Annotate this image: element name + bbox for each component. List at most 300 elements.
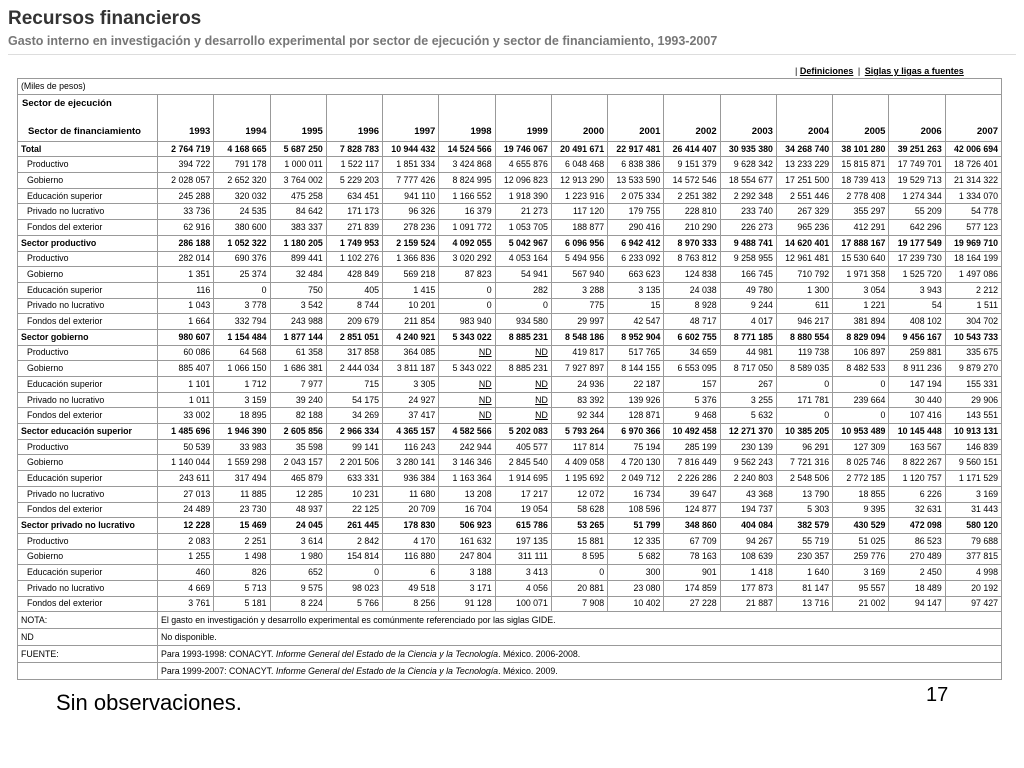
table-cell: 382 579 [776,518,832,534]
table-cell: 19 529 713 [889,173,945,189]
table-cell: 290 416 [608,220,664,236]
table-cell: 259 776 [833,549,889,565]
page-number: 17 [926,684,949,706]
table-cell: 22 125 [326,502,382,518]
table-cell: 2 212 [945,282,1001,298]
table-cell: 48 717 [664,314,720,330]
table-cell: 1 485 696 [158,424,214,440]
table-cell: 78 163 [664,549,720,565]
table-cell: 2 240 803 [720,471,776,487]
table-cell: 99 141 [326,439,382,455]
year-header: 2003 [720,94,776,141]
row-label: Educación superior [18,471,158,487]
table-cell: 12 285 [270,486,326,502]
table-cell: 1 914 695 [495,471,551,487]
table-cell: 2 444 034 [326,361,382,377]
table-row [18,533,1002,549]
row-label: Productivo [18,439,158,455]
table-cell: 15 881 [551,533,607,549]
table-cell: 1 163 364 [439,471,495,487]
table-cell: 95 557 [833,580,889,596]
table-cell: 259 881 [889,345,945,361]
table-cell: 4 053 164 [495,251,551,267]
table-cell: 9 258 955 [720,251,776,267]
table-cell: 16 734 [608,486,664,502]
table-cell: 82 188 [270,408,326,424]
table-cell: 10 492 458 [664,424,720,440]
table-cell: 2 551 446 [776,188,832,204]
table-cell: 54 175 [326,392,382,408]
table-cell: 161 632 [439,533,495,549]
row-label: Fondos del exterior [18,502,158,518]
table-cell: 9 628 342 [720,157,776,173]
row-label: Fondos del exterior [18,220,158,236]
table-cell: 282 [495,282,551,298]
table-cell: ND [495,377,551,393]
row-label: Privado no lucrativo [18,298,158,314]
row-label: Total [18,141,158,157]
table-cell: 7 721 316 [776,455,832,471]
row-label: Productivo [18,251,158,267]
table-cell: 1 559 298 [214,455,270,471]
table-cell: 317 494 [214,471,270,487]
table-cell: 48 937 [270,502,326,518]
year-header: 1996 [326,94,382,141]
table-cell: ND [495,392,551,408]
table-cell: 171 173 [326,204,382,220]
note-text [158,612,1002,629]
table-cell: 8 144 155 [608,361,664,377]
table-cell: 517 765 [608,345,664,361]
note-row [18,612,1002,629]
table-cell: 19 054 [495,502,551,518]
year-header: 1993 [158,94,214,141]
table-cell: 2 605 856 [270,424,326,440]
table-cell: 17 888 167 [833,235,889,251]
table-cell: 86 523 [889,533,945,549]
table-cell: 7 977 [270,377,326,393]
table-cell: 23 730 [214,502,270,518]
execution-sector-header: Sector de ejecución [22,97,112,109]
table-cell: 44 981 [720,345,776,361]
table-cell: 1 334 070 [945,188,1001,204]
table-cell: 188 877 [551,220,607,236]
table-cell: 2 251 382 [664,188,720,204]
table-row [18,188,1002,204]
table-cell: 1 918 390 [495,188,551,204]
table-cell: 117 814 [551,439,607,455]
table-cell: 5 303 [776,502,832,518]
table-cell: 1 223 916 [551,188,607,204]
table-cell: 166 745 [720,267,776,283]
table-cell: 100 071 [495,596,551,612]
table-cell: 1 171 529 [945,471,1001,487]
table-cell: 282 014 [158,251,214,267]
table-cell: 15 469 [214,518,270,534]
table-cell: 1 877 144 [270,329,326,345]
table-cell: 2 548 506 [776,471,832,487]
table-cell: 405 [326,282,382,298]
table-cell: 147 194 [889,377,945,393]
table-cell: 5 766 [326,596,382,612]
table-cell: 9 879 270 [945,361,1001,377]
table-cell: 247 804 [439,549,495,565]
definiciones-link[interactable]: Definiciones [799,66,854,76]
table-cell: 12 271 370 [720,424,776,440]
table-cell: 209 679 [326,314,382,330]
table-cell: 1 102 276 [326,251,382,267]
table-cell: 577 123 [945,220,1001,236]
table-cell: 5 343 022 [439,361,495,377]
row-label: Fondos del exterior [18,596,158,612]
table-cell: 3 169 [945,486,1001,502]
table-cell: 33 736 [158,204,214,220]
table-cell: 642 296 [889,220,945,236]
table-cell: 24 045 [270,518,326,534]
table-cell: 51 799 [608,518,664,534]
table-cell: 715 [326,377,382,393]
table-cell: 7 828 783 [326,141,382,157]
table-cell: 1 120 757 [889,471,945,487]
table-cell: 1 971 358 [833,267,889,283]
note-text [158,646,1002,663]
table-cell: 84 642 [270,204,326,220]
table-cell: 2 159 524 [383,235,439,251]
table-row [18,157,1002,173]
table-row [18,471,1002,487]
table-cell: 8 822 267 [889,455,945,471]
table-cell: 61 358 [270,345,326,361]
table-cell: 12 228 [158,518,214,534]
sector-total-row [18,141,1002,157]
table-cell: 116 243 [383,439,439,455]
table-cell: 4 669 [158,580,214,596]
table-cell: 1 140 044 [158,455,214,471]
table-cell: 750 [270,282,326,298]
table-cell: 885 407 [158,361,214,377]
table-cell: 33 002 [158,408,214,424]
table-cell: 412 291 [833,220,889,236]
table-cell: 10 145 448 [889,424,945,440]
table-cell: ND [439,408,495,424]
table-row [18,298,1002,314]
table-cell: 9 575 [270,580,326,596]
units-label: (Miles de pesos) [18,79,1002,95]
table-cell: 1 154 484 [214,329,270,345]
table-cell: 18 164 199 [945,251,1001,267]
table-cell: 179 755 [608,204,664,220]
table-cell: 3 811 187 [383,361,439,377]
table-cell: 12 913 290 [551,173,607,189]
table-cell: 3 778 [214,298,270,314]
table-cell: 5 793 264 [551,424,607,440]
table-cell: 1 851 334 [383,157,439,173]
table-cell: 21 273 [495,204,551,220]
table-cell: 87 823 [439,267,495,283]
table-cell: 983 940 [439,314,495,330]
table-cell: 1 053 705 [495,220,551,236]
table-cell: 29 997 [551,314,607,330]
table-cell: 37 417 [383,408,439,424]
row-label: Privado no lucrativo [18,392,158,408]
table-cell: 1 498 [214,549,270,565]
table-cell: 197 135 [495,533,551,549]
table-cell: 19 969 710 [945,235,1001,251]
table-cell: 3 020 292 [439,251,495,267]
table-cell: 11 885 [214,486,270,502]
note-text [158,663,1002,680]
year-header: 2004 [776,94,832,141]
note-text-plain: Para 1999-2007: CONACYT. [161,665,276,676]
table-cell: 6 838 386 [608,157,664,173]
year-header: 1995 [270,94,326,141]
table-cell: 270 489 [889,549,945,565]
table-cell: 1 000 011 [270,157,326,173]
table-cell: 228 810 [664,204,720,220]
table-cell: 10 201 [383,298,439,314]
table-cell: 3 542 [270,298,326,314]
table-cell: 1 418 [720,565,776,581]
table-cell: 35 598 [270,439,326,455]
table-cell: 826 [214,565,270,581]
row-label: Educación superior [18,377,158,393]
table-cell: 233 740 [720,204,776,220]
table-cell: 271 839 [326,220,382,236]
note-text-title: Informe General del Estado de la Ciencia y la Tecnología [275,665,499,676]
table-cell: 64 568 [214,345,270,361]
table-cell: 117 120 [551,204,607,220]
table-cell: 4 720 130 [608,455,664,471]
year-header: 2002 [664,94,720,141]
table-cell: 124 877 [664,502,720,518]
table-cell: 8 595 [551,549,607,565]
table-row [18,408,1002,424]
note-row [18,646,1002,663]
table-cell: 9 151 379 [664,157,720,173]
row-label: Gobierno [18,267,158,283]
table-cell: 12 961 481 [776,251,832,267]
note-key [18,663,158,680]
table-cell: 460 [158,565,214,581]
table-cell: 267 [720,377,776,393]
table-cell: 20 491 671 [551,141,607,157]
table-cell: 8 880 554 [776,329,832,345]
table-cell: 2 075 334 [608,188,664,204]
table-row [18,282,1002,298]
table-cell: 567 940 [551,267,607,283]
table-cell: 8 911 236 [889,361,945,377]
table-cell: 633 331 [326,471,382,487]
table-cell: 8 589 035 [776,361,832,377]
table-cell: 19 746 067 [495,141,551,157]
row-label: Privado no lucrativo [18,204,158,220]
table-cell: 3 280 141 [383,455,439,471]
table-cell: 10 402 [608,596,664,612]
table-cell: 1 640 [776,565,832,581]
table-cell: 38 101 280 [833,141,889,157]
table-row [18,361,1002,377]
table-cell: 267 329 [776,204,832,220]
table-cell: 54 778 [945,204,1001,220]
table-cell: 1 101 [158,377,214,393]
table-cell: 21 002 [833,596,889,612]
corner-header [18,94,158,141]
table-cell: 210 290 [664,220,720,236]
table-cell: 7 777 426 [383,173,439,189]
table-cell: 1 525 720 [889,267,945,283]
table-cell: 12 072 [551,486,607,502]
table-cell: 4 655 876 [495,157,551,173]
table-cell: 17 239 730 [889,251,945,267]
table-cell: 4 168 665 [214,141,270,157]
table-cell: 116 880 [383,549,439,565]
table-cell: 0 [833,408,889,424]
units-row [18,79,1002,95]
table-cell: 3 255 [720,392,776,408]
table-cell: 226 273 [720,220,776,236]
table-cell: 139 926 [608,392,664,408]
year-header: 1999 [495,94,551,141]
table-cell: 3 135 [608,282,664,298]
table-cell: ND [439,345,495,361]
siglas-link[interactable]: Siglas y ligas a fuentes [864,66,964,76]
table-cell: 20 192 [945,580,1001,596]
table-cell: 13 533 590 [608,173,664,189]
table-cell: 1 221 [833,298,889,314]
table-cell: 5 343 022 [439,329,495,345]
table-cell: 239 664 [833,392,889,408]
table-cell: 3 764 002 [270,173,326,189]
table-cell: 177 873 [720,580,776,596]
table-cell: 5 632 [720,408,776,424]
table-cell: 18 554 677 [720,173,776,189]
table-cell: 663 623 [608,267,664,283]
table-cell: 4 056 [495,580,551,596]
table-cell: 2 845 540 [495,455,551,471]
table-cell: 3 288 [551,282,607,298]
table-cell: 96 326 [383,204,439,220]
table-cell: 171 781 [776,392,832,408]
table-row [18,455,1002,471]
table-cell: 0 [326,565,382,581]
table-cell: 4 365 157 [383,424,439,440]
table-cell: 230 139 [720,439,776,455]
row-label: Gobierno [18,173,158,189]
table-cell: 8 548 186 [551,329,607,345]
table-cell: 8 970 333 [664,235,720,251]
table-cell: 5 713 [214,580,270,596]
table-cell: 96 291 [776,439,832,455]
note-text [158,629,1002,646]
table-cell: 3 146 346 [439,455,495,471]
table-cell: 67 709 [664,533,720,549]
table-row [18,580,1002,596]
table-cell: 9 244 [720,298,776,314]
table-cell: 1 415 [383,282,439,298]
table-cell: 39 251 263 [889,141,945,157]
table-cell: 8 763 812 [664,251,720,267]
table-cell: 408 102 [889,314,945,330]
table-cell: 9 456 167 [889,329,945,345]
table-cell: 14 572 546 [664,173,720,189]
table-cell: 39 240 [270,392,326,408]
table-cell: 3 943 [889,282,945,298]
table-cell: 0 [214,282,270,298]
table-cell: 0 [439,282,495,298]
year-header: 2000 [551,94,607,141]
table-cell: 1 300 [776,282,832,298]
table-cell: 901 [664,565,720,581]
table-cell: 6 [383,565,439,581]
table-cell: 8 224 [270,596,326,612]
table-cell: 3 169 [833,565,889,581]
table-cell: 1 274 344 [889,188,945,204]
note-text-plain: . México. 2006-2008. [498,648,581,659]
table-cell: 965 236 [776,220,832,236]
table-cell: 1 091 772 [439,220,495,236]
table-row [18,314,1002,330]
table-cell: 58 628 [551,502,607,518]
row-label: Gobierno [18,361,158,377]
table-cell: 0 [495,298,551,314]
table-cell: 2 226 286 [664,471,720,487]
table-cell: 5 376 [664,392,720,408]
table-cell: 934 580 [495,314,551,330]
row-label: Sector educación superior [18,424,158,440]
table-cell: 317 858 [326,345,382,361]
table-cell: 22 917 481 [608,141,664,157]
table-cell: 10 953 489 [833,424,889,440]
table-row [18,345,1002,361]
table-cell: 146 839 [945,439,1001,455]
table-cell: 3 424 868 [439,157,495,173]
table-cell: 25 374 [214,267,270,283]
table-cell: 108 639 [720,549,776,565]
table-cell: 108 596 [608,502,664,518]
table-cell: 27 013 [158,486,214,502]
sector-total-row [18,235,1002,251]
table-cell: 2 450 [889,565,945,581]
table-cell: 19 177 549 [889,235,945,251]
note-text-title: Informe General del Estado de la Ciencia y la Tecnología [275,648,499,659]
table-cell: 11 680 [383,486,439,502]
links-separator: | [795,66,798,76]
table-cell: ND [439,392,495,408]
table-cell: 13 716 [776,596,832,612]
note-key: NOTA: [18,612,158,629]
row-label: Gobierno [18,549,158,565]
table-cell: 311 111 [495,549,551,565]
table-cell: 381 894 [833,314,889,330]
year-header: 1998 [439,94,495,141]
table-cell: 34 269 [326,408,382,424]
table-cell: 9 395 [833,502,889,518]
table-cell: 6 048 468 [551,157,607,173]
table-row [18,392,1002,408]
table-cell: 33 983 [214,439,270,455]
table-cell: 10 944 432 [383,141,439,157]
row-label: Productivo [18,157,158,173]
table-cell: 18 489 [889,580,945,596]
table-cell: 15 [608,298,664,314]
table-cell: 5 682 [608,549,664,565]
table-cell: 946 217 [776,314,832,330]
table-cell: 3 188 [439,565,495,581]
table-cell: 42 547 [608,314,664,330]
table-cell: 17 217 [495,486,551,502]
table-cell: 1 011 [158,392,214,408]
table-cell: 383 337 [270,220,326,236]
